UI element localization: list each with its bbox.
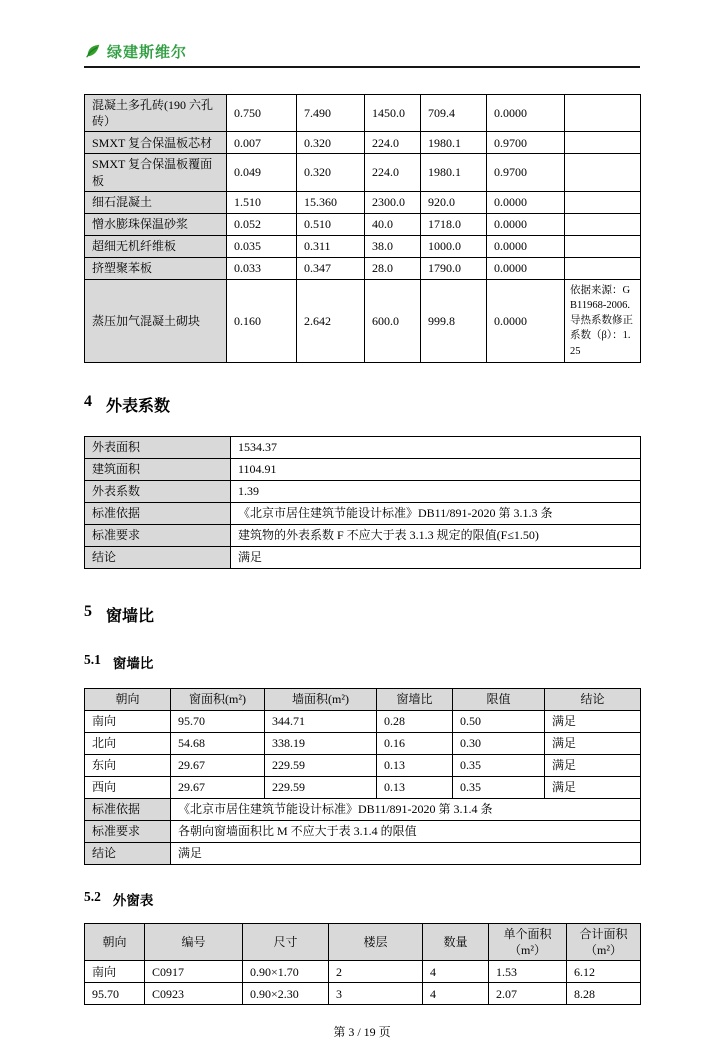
section-heading-4 [84, 393, 640, 416]
cell: 0.35 [453, 776, 545, 798]
column-header: 楼层 [329, 923, 423, 960]
column-header: 尺寸 [243, 923, 329, 960]
cell: 29.67 [171, 754, 265, 776]
row-value: 1534.37 [231, 436, 641, 458]
cell: 0.9700 [487, 154, 565, 191]
cell: 0.052 [227, 213, 297, 235]
section-number: 4 [84, 392, 92, 410]
cell: 0.50 [453, 710, 545, 732]
cell: 29.67 [171, 776, 265, 798]
page-header [84, 0, 640, 68]
material-name-cell: SMXT 复合保温板覆面板 [85, 154, 227, 191]
subsection-number: 5.2 [84, 888, 101, 904]
table-row [85, 257, 641, 279]
table-row [85, 436, 641, 458]
row-label: 标准要求 [85, 820, 171, 842]
cell: 95.70 [171, 710, 265, 732]
cell: C0923 [145, 983, 243, 1005]
cell: 1980.1 [421, 154, 487, 191]
cell: 0.320 [297, 154, 365, 191]
cell: 4 [423, 983, 489, 1005]
note-cell [565, 257, 641, 279]
section-title: 窗墙比 [106, 607, 155, 625]
cell: 1450.0 [365, 95, 421, 132]
note-cell [565, 95, 641, 132]
column-header: 朝向 [85, 688, 171, 710]
cell: 95.70 [85, 983, 145, 1005]
table-row [85, 235, 641, 257]
table-row [85, 480, 641, 502]
cell: 0.90×2.30 [243, 983, 329, 1005]
cell: 0.13 [377, 754, 453, 776]
table-row [85, 502, 641, 524]
cell: 2 [329, 961, 423, 983]
cell: 7.490 [297, 95, 365, 132]
material-name-cell: 挤塑聚苯板 [85, 257, 227, 279]
cell: 0.347 [297, 257, 365, 279]
section-number: 5 [84, 602, 92, 620]
column-header: 编号 [145, 923, 243, 960]
cell: 28.0 [365, 257, 421, 279]
cell: 0.0000 [487, 235, 565, 257]
cell: 0.160 [227, 279, 297, 362]
cell: 0.033 [227, 257, 297, 279]
row-label: 建筑面积 [85, 458, 231, 480]
cell: 0.30 [453, 732, 545, 754]
cell: 1790.0 [421, 257, 487, 279]
cell: 1718.0 [421, 213, 487, 235]
cell: 2300.0 [365, 191, 421, 213]
cell: 6.12 [567, 961, 641, 983]
material-name-cell: 混凝土多孔砖(190 六孔砖） [85, 95, 227, 132]
column-header: 墙面积(m²) [265, 688, 377, 710]
row-label: 外表面积 [85, 436, 231, 458]
surface-coefficient-table [84, 436, 641, 569]
note-cell [565, 154, 641, 191]
table-row [85, 842, 641, 864]
subsection-number: 5.1 [84, 651, 101, 667]
row-value: 各朝向窗墙面积比 M 不应大于表 3.1.4 的限值 [171, 820, 641, 842]
cell: 229.59 [265, 776, 377, 798]
logo-text: 绿建斯维尔 [107, 43, 188, 61]
row-label: 结论 [85, 546, 231, 568]
table-row [85, 776, 641, 798]
cell: 0.049 [227, 154, 297, 191]
exterior-window-table [84, 923, 641, 1005]
cell: 0.0000 [487, 95, 565, 132]
section-heading-5 [84, 603, 640, 626]
material-name-cell: 蒸压加气混凝土砌块 [85, 279, 227, 362]
note-cell [565, 279, 641, 362]
table-header-row [85, 923, 641, 960]
page-number: 第 3 / 19 页 [333, 1025, 391, 1040]
cell: 600.0 [365, 279, 421, 362]
table-row [85, 154, 641, 191]
table-row [85, 95, 641, 132]
row-value: 《北京市居住建筑节能设计标准》DB11/891-2020 第 3.1.3 条 [231, 502, 641, 524]
cell: 0.35 [453, 754, 545, 776]
note-cell [565, 191, 641, 213]
row-value: 建筑物的外表系数 F 不应大于表 3.1.3 规定的限值(F≤1.50) [231, 524, 641, 546]
cell: 0.0000 [487, 191, 565, 213]
column-header: 窗面积(m²) [171, 688, 265, 710]
subsection-title: 外窗表 [112, 892, 154, 908]
cell: 0.510 [297, 213, 365, 235]
cell: C0917 [145, 961, 243, 983]
row-value: 满足 [171, 842, 641, 864]
column-header: 朝向 [85, 923, 145, 960]
column-header: 合计面积（m²） [567, 923, 641, 960]
table-row [85, 191, 641, 213]
row-value: 1104.91 [231, 458, 641, 480]
table-row [85, 710, 641, 732]
row-label: 标准要求 [85, 524, 231, 546]
cell: 南向 [85, 710, 171, 732]
note-cell [565, 213, 641, 235]
table-row [85, 524, 641, 546]
note-cell [565, 235, 641, 257]
column-header: 数量 [423, 923, 489, 960]
cell: 0.007 [227, 132, 297, 154]
material-name-cell: 超细无机纤维板 [85, 235, 227, 257]
table-row [85, 213, 641, 235]
cell: 1.510 [227, 191, 297, 213]
cell: 满足 [545, 710, 641, 732]
cell: 0.0000 [487, 279, 565, 362]
section-title: 外表系数 [106, 397, 171, 415]
cell: 满足 [545, 754, 641, 776]
table-row [85, 798, 641, 820]
table-row [85, 546, 641, 568]
materials-table [84, 94, 641, 363]
cell: 东向 [85, 754, 171, 776]
column-header: 结论 [545, 688, 641, 710]
cell: 南向 [85, 961, 145, 983]
note-cell [565, 132, 641, 154]
cell: 0.311 [297, 235, 365, 257]
table-row [85, 732, 641, 754]
cell: 224.0 [365, 154, 421, 191]
row-value: 《北京市居住建筑节能设计标准》DB11/891-2020 第 3.1.4 条 [171, 798, 641, 820]
material-name-cell: 憎水膨珠保温砂浆 [85, 213, 227, 235]
cell: 西向 [85, 776, 171, 798]
table-row [85, 132, 641, 154]
cell: 0.320 [297, 132, 365, 154]
cell: 2.642 [297, 279, 365, 362]
cell: 1000.0 [421, 235, 487, 257]
table-row [85, 754, 641, 776]
cell: 40.0 [365, 213, 421, 235]
table-row [85, 279, 641, 362]
table-row [85, 458, 641, 480]
column-header: 单个面积（m²） [489, 923, 567, 960]
table-row [85, 820, 641, 842]
leaf-icon [84, 42, 102, 60]
cell: 满足 [545, 732, 641, 754]
row-label: 外表系数 [85, 480, 231, 502]
cell: 0.750 [227, 95, 297, 132]
cell: 0.16 [377, 732, 453, 754]
cell: 338.19 [265, 732, 377, 754]
table-header-row [85, 688, 641, 710]
cell: 满足 [545, 776, 641, 798]
cell: 15.360 [297, 191, 365, 213]
cell: 0.0000 [487, 257, 565, 279]
cell: 54.68 [171, 732, 265, 754]
cell: 0.90×1.70 [243, 961, 329, 983]
header-divider [84, 66, 640, 68]
column-header: 窗墙比 [377, 688, 453, 710]
window-wall-ratio-table [84, 688, 641, 865]
cell: 920.0 [421, 191, 487, 213]
row-label: 结论 [85, 842, 171, 864]
note-coefficient: 导热系数修正系数（β）：1.25 [570, 315, 633, 357]
note-source: 依据来源：GB11968-2006. [570, 284, 631, 311]
column-header: 限值 [453, 688, 545, 710]
cell: 0.0000 [487, 213, 565, 235]
cell: 4 [423, 961, 489, 983]
cell: 8.28 [567, 983, 641, 1005]
cell: 0.13 [377, 776, 453, 798]
cell: 0.035 [227, 235, 297, 257]
material-name-cell: 细石混凝土 [85, 191, 227, 213]
company-logo [84, 40, 640, 62]
cell: 3 [329, 983, 423, 1005]
table-row [85, 961, 641, 983]
row-value: 1.39 [231, 480, 641, 502]
subsection-title: 窗墙比 [112, 655, 154, 671]
cell: 0.28 [377, 710, 453, 732]
cell: 999.8 [421, 279, 487, 362]
cell: 229.59 [265, 754, 377, 776]
cell: 344.71 [265, 710, 377, 732]
table-row [85, 983, 641, 1005]
cell: 0.9700 [487, 132, 565, 154]
cell: 1980.1 [421, 132, 487, 154]
cell: 北向 [85, 732, 171, 754]
cell: 2.07 [489, 983, 567, 1005]
row-label: 标准依据 [85, 798, 171, 820]
cell: 1.53 [489, 961, 567, 983]
material-name-cell: SMXT 复合保温板芯材 [85, 132, 227, 154]
row-value: 满足 [231, 546, 641, 568]
row-label: 标准依据 [85, 502, 231, 524]
cell: 38.0 [365, 235, 421, 257]
cell: 709.4 [421, 95, 487, 132]
subsection-heading-5-1 [84, 652, 640, 672]
cell: 224.0 [365, 132, 421, 154]
subsection-heading-5-2 [84, 889, 640, 909]
